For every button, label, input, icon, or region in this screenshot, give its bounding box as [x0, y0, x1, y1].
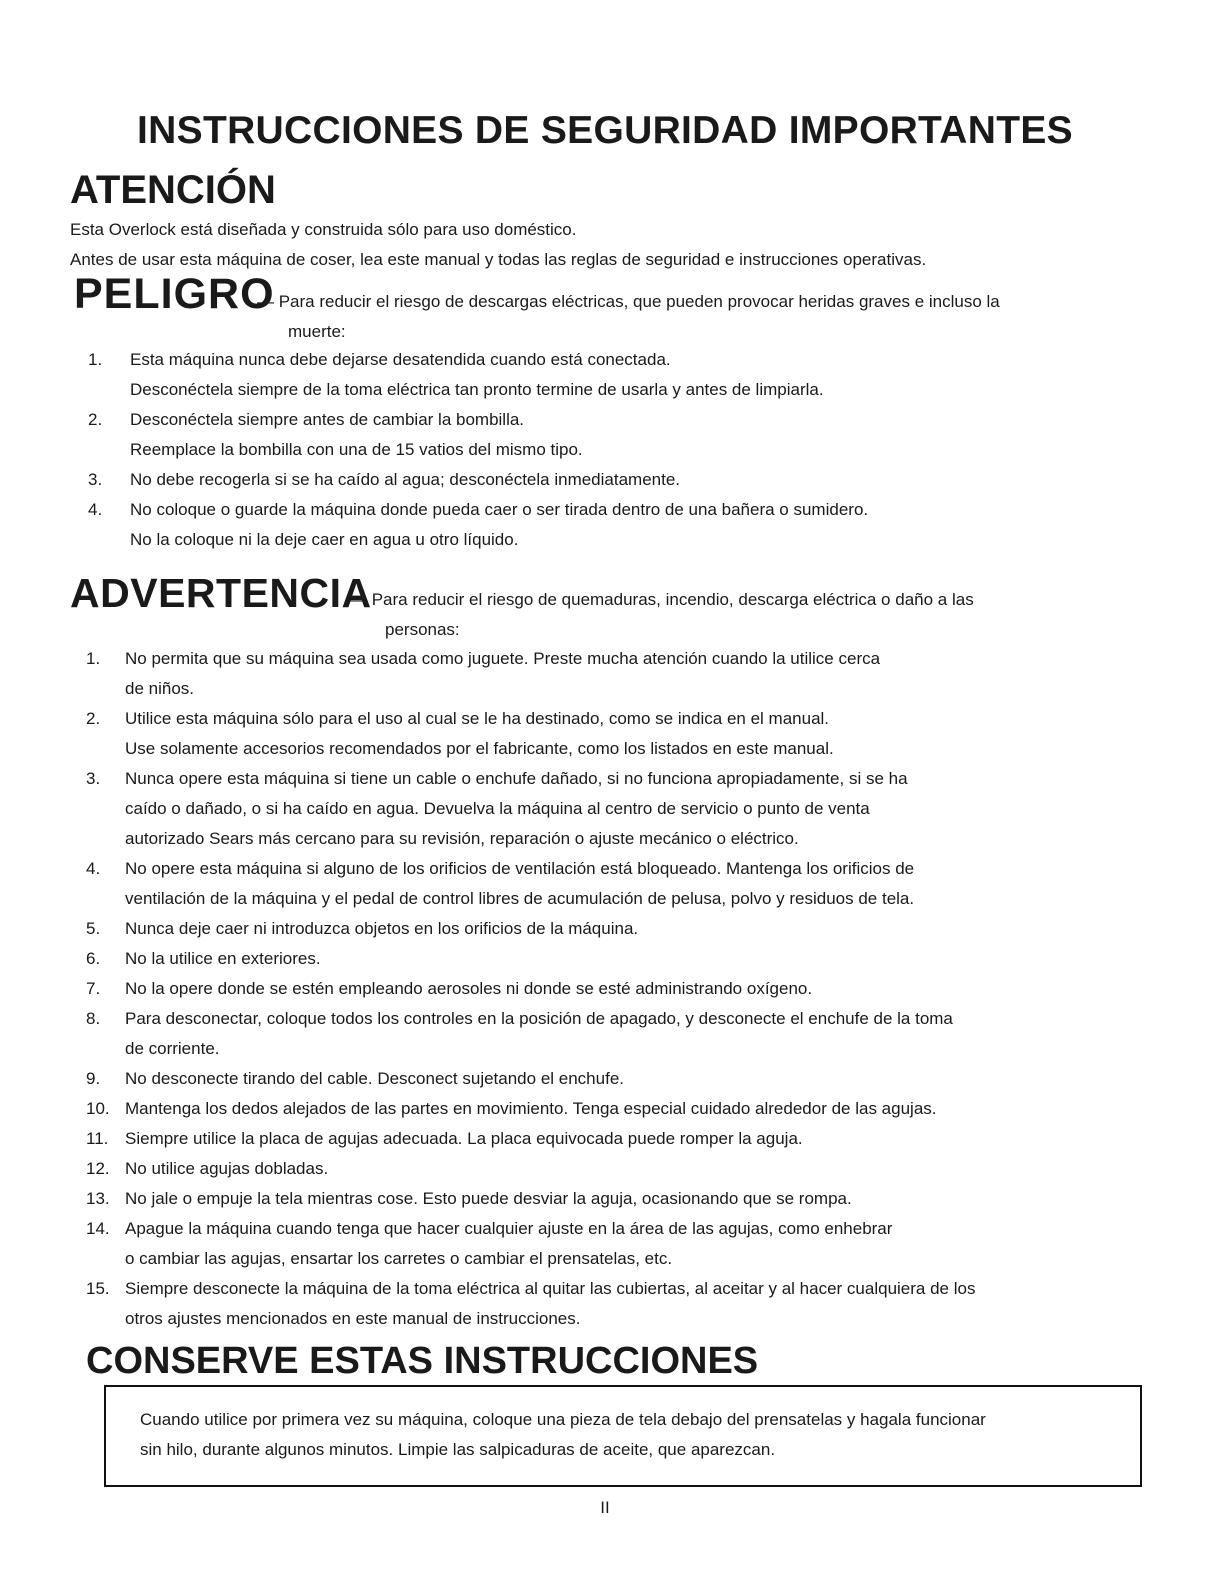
advertencia-item-line: de niños.: [125, 679, 194, 698]
peligro-item: [88, 495, 1148, 555]
advertencia-item-number: 1.: [86, 649, 101, 668]
advertencia-item-text: [125, 854, 1166, 914]
advertencia-item-line: caído o dañado, o si ha caído en agua. Devuelva la máquina al centro de servicio o punto de venta: [125, 799, 870, 818]
peligro-heading: PELIGRO: [74, 270, 275, 318]
advertencia-item-line: No utilice agujas dobladas.: [125, 1159, 329, 1178]
advertencia-item-line: No la opere donde se estén empleando aerosoles ni donde se esté administrando oxígeno.: [125, 979, 813, 998]
conserve-heading: CONSERVE ESTAS INSTRUCCIONES: [86, 1340, 759, 1382]
advertencia-item-text: [125, 764, 1166, 854]
advertencia-item-text: [125, 704, 1166, 764]
advertencia-item: [86, 1004, 1166, 1064]
note-box: [104, 1385, 1142, 1487]
advertencia-item-text: [125, 1124, 1166, 1154]
advertencia-list: [86, 644, 1166, 1334]
advertencia-item-number: 13.: [86, 1189, 110, 1208]
advertencia-item-number: 10.: [86, 1099, 110, 1118]
advertencia-item-text: [125, 1094, 1166, 1124]
advertencia-item-line: Apague la máquina cuando tenga que hacer cualquier ajuste en la área de las agujas, como enhebrar: [125, 1219, 893, 1238]
advertencia-item: [86, 764, 1166, 854]
note-text: [140, 1405, 1140, 1465]
peligro-item-line: No debe recogerla si se ha caído al agua; desconéctela inmediatamente.: [130, 470, 681, 489]
advertencia-item: [86, 1064, 1166, 1094]
advertencia-item-number: 12.: [86, 1159, 110, 1178]
advertencia-item-line: No la utilice en exteriores.: [125, 949, 321, 968]
peligro-item-text: [130, 495, 1148, 555]
advertencia-item-text: [125, 1274, 1166, 1334]
advertencia-item-line: No desconecte tirando del cable. Desconect sujetando el enchufe.: [125, 1069, 624, 1088]
advertencia-item-line: Utilice esta máquina sólo para el uso al cual se le ha destinado, como se indica en el manual.: [125, 709, 830, 728]
peligro-item-number: 1.: [88, 350, 103, 369]
page-title: INSTRUCCIONES DE SEGURIDAD IMPORTANTES: [137, 109, 1073, 152]
advertencia-item-line: de corriente.: [125, 1039, 220, 1058]
advertencia-item-number: 3.: [86, 769, 101, 788]
advertencia-item-text: [125, 1154, 1166, 1184]
advertencia-item: [86, 1094, 1166, 1124]
peligro-item-number: 3.: [88, 470, 103, 489]
advertencia-item: [86, 854, 1166, 914]
advertencia-item-line: otros ajustes mencionados en este manual de instrucciones.: [125, 1309, 581, 1328]
advertencia-item-number: 4.: [86, 859, 101, 878]
advertencia-item-line: Para desconectar, coloque todos los controles en la posición de apagado, y desconecte el enchufe de la toma: [125, 1009, 953, 1028]
advertencia-description-line-2: personas:: [385, 620, 460, 639]
advertencia-item: [86, 944, 1166, 974]
advertencia-item: [86, 1154, 1166, 1184]
advertencia-item: [86, 1124, 1166, 1154]
advertencia-item-line: Nunca opere esta máquina si tiene un cable o enchufe dañado, si no funciona apropiadamente, si se ha: [125, 769, 908, 788]
advertencia-item-line: No opere esta máquina si alguno de los orificios de ventilación está bloqueado. Mantenga los orificios de: [125, 859, 915, 878]
peligro-item-text: [130, 345, 1148, 405]
peligro-item: [88, 405, 1148, 465]
peligro-item: [88, 465, 1148, 495]
peligro-description-line-1: — Para reducir el riesgo de descargas eléctricas, que pueden provocar heridas graves e incluso la: [257, 292, 1000, 311]
advertencia-item-text: [125, 1004, 1166, 1064]
advertencia-item-number: 9.: [86, 1069, 101, 1088]
advertencia-item: [86, 974, 1166, 1004]
peligro-item-line: Desconéctela siempre de la toma eléctrica tan pronto termine de usarla y antes de limpiarla.: [130, 380, 824, 399]
advertencia-item-line: Mantenga los dedos alejados de las partes en movimiento. Tenga especial cuidado alrededor de las agujas.: [125, 1099, 937, 1118]
peligro-item: [88, 345, 1148, 405]
intro-line-1: Esta Overlock está diseñada y construida sólo para uso doméstico.: [70, 220, 577, 239]
peligro-item-line: No la coloque ni la deje caer en agua u otro líquido.: [130, 530, 519, 549]
advertencia-item-text: [125, 1064, 1166, 1094]
peligro-item-number: 2.: [88, 410, 103, 429]
peligro-item-line: No coloque o guarde la máquina donde pueda caer o ser tirada dentro de una bañera o sumidero.: [130, 500, 869, 519]
page-number: II: [600, 1498, 610, 1517]
advertencia-item-number: 6.: [86, 949, 101, 968]
advertencia-item-line: Siempre utilice la placa de agujas adecuada. La placa equivocada puede romper la aguja.: [125, 1129, 803, 1148]
note-line-1: Cuando utilice por primera vez su máquina, coloque una pieza de tela debajo del prensatelas y hagala funcionar: [140, 1410, 986, 1429]
peligro-description-line-2: muerte:: [288, 322, 346, 341]
advertencia-item-number: 11.: [86, 1129, 109, 1148]
peligro-item-line: Desconéctela siempre antes de cambiar la bombilla.: [130, 410, 525, 429]
advertencia-item: [86, 1184, 1166, 1214]
advertencia-item-number: 15.: [86, 1279, 110, 1298]
advertencia-item-line: Nunca deje caer ni introduzca objetos en los orificios de la máquina.: [125, 919, 639, 938]
advertencia-item-text: [125, 914, 1166, 944]
peligro-description: [257, 287, 1157, 347]
advertencia-item-number: 14.: [86, 1219, 110, 1238]
advertencia-item-line: No jale o empuje la tela mientras cose. Esto puede desviar la aguja, ocasionando que se rompa.: [125, 1189, 852, 1208]
intro-line-2: Antes de usar esta máquina de coser, lea este manual y todas las reglas de seguridad e instrucciones operativas.: [70, 250, 927, 269]
advertencia-item-text: [125, 644, 1166, 704]
advertencia-item-line: Use solamente accesorios recomendados por el fabricante, como los listados en este manual.: [125, 739, 834, 758]
advertencia-description: [350, 585, 1150, 645]
peligro-item-text: [130, 465, 1148, 495]
advertencia-item-text: [125, 1214, 1166, 1274]
advertencia-item-number: 7.: [86, 979, 101, 998]
atencion-heading: ATENCIÓN: [70, 168, 276, 212]
advertencia-item-line: ventilación de la máquina y el pedal de control libres de acumulación de pelusa, polvo y residuos de tela.: [125, 889, 915, 908]
advertencia-item-line: autorizado Sears más cercano para su revisión, reparación o ajuste mecánico o eléctrico.: [125, 829, 799, 848]
peligro-list: [88, 345, 1148, 555]
advertencia-item: [86, 704, 1166, 764]
peligro-item-number: 4.: [88, 500, 103, 519]
advertencia-heading: ADVERTENCIA: [70, 570, 372, 616]
peligro-item-line: Reemplace la bombilla con una de 15 vatios del mismo tipo.: [130, 440, 583, 459]
advertencia-item-number: 2.: [86, 709, 101, 728]
advertencia-item: [86, 1214, 1166, 1274]
advertencia-item: [86, 644, 1166, 704]
advertencia-item-line: o cambiar las agujas, ensartar los carretes o cambiar el prensatelas, etc.: [125, 1249, 673, 1268]
advertencia-item: [86, 1274, 1166, 1334]
advertencia-item-number: 8.: [86, 1009, 101, 1028]
advertencia-item-text: [125, 1184, 1166, 1214]
peligro-item-line: Esta máquina nunca debe dejarse desatendida cuando está conectada.: [130, 350, 671, 369]
advertencia-item-line: No permita que su máquina sea usada como juguete. Preste mucha atención cuando la utilice cerca: [125, 649, 881, 668]
peligro-item-text: [130, 405, 1148, 465]
advertencia-item-text: [125, 944, 1166, 974]
advertencia-description-line-1: — Para reducir el riesgo de quemaduras, incendio, descarga eléctrica o daño a las: [350, 590, 974, 609]
advertencia-item-number: 5.: [86, 919, 101, 938]
advertencia-item-text: [125, 974, 1166, 1004]
note-line-2: sin hilo, durante algunos minutos. Limpie las salpicaduras de aceite, que aparezcan.: [140, 1440, 776, 1459]
advertencia-item: [86, 914, 1166, 944]
advertencia-item-line: Siempre desconecte la máquina de la toma eléctrica al quitar las cubiertas, al aceitar y al hacer cualquiera de los: [125, 1279, 976, 1298]
